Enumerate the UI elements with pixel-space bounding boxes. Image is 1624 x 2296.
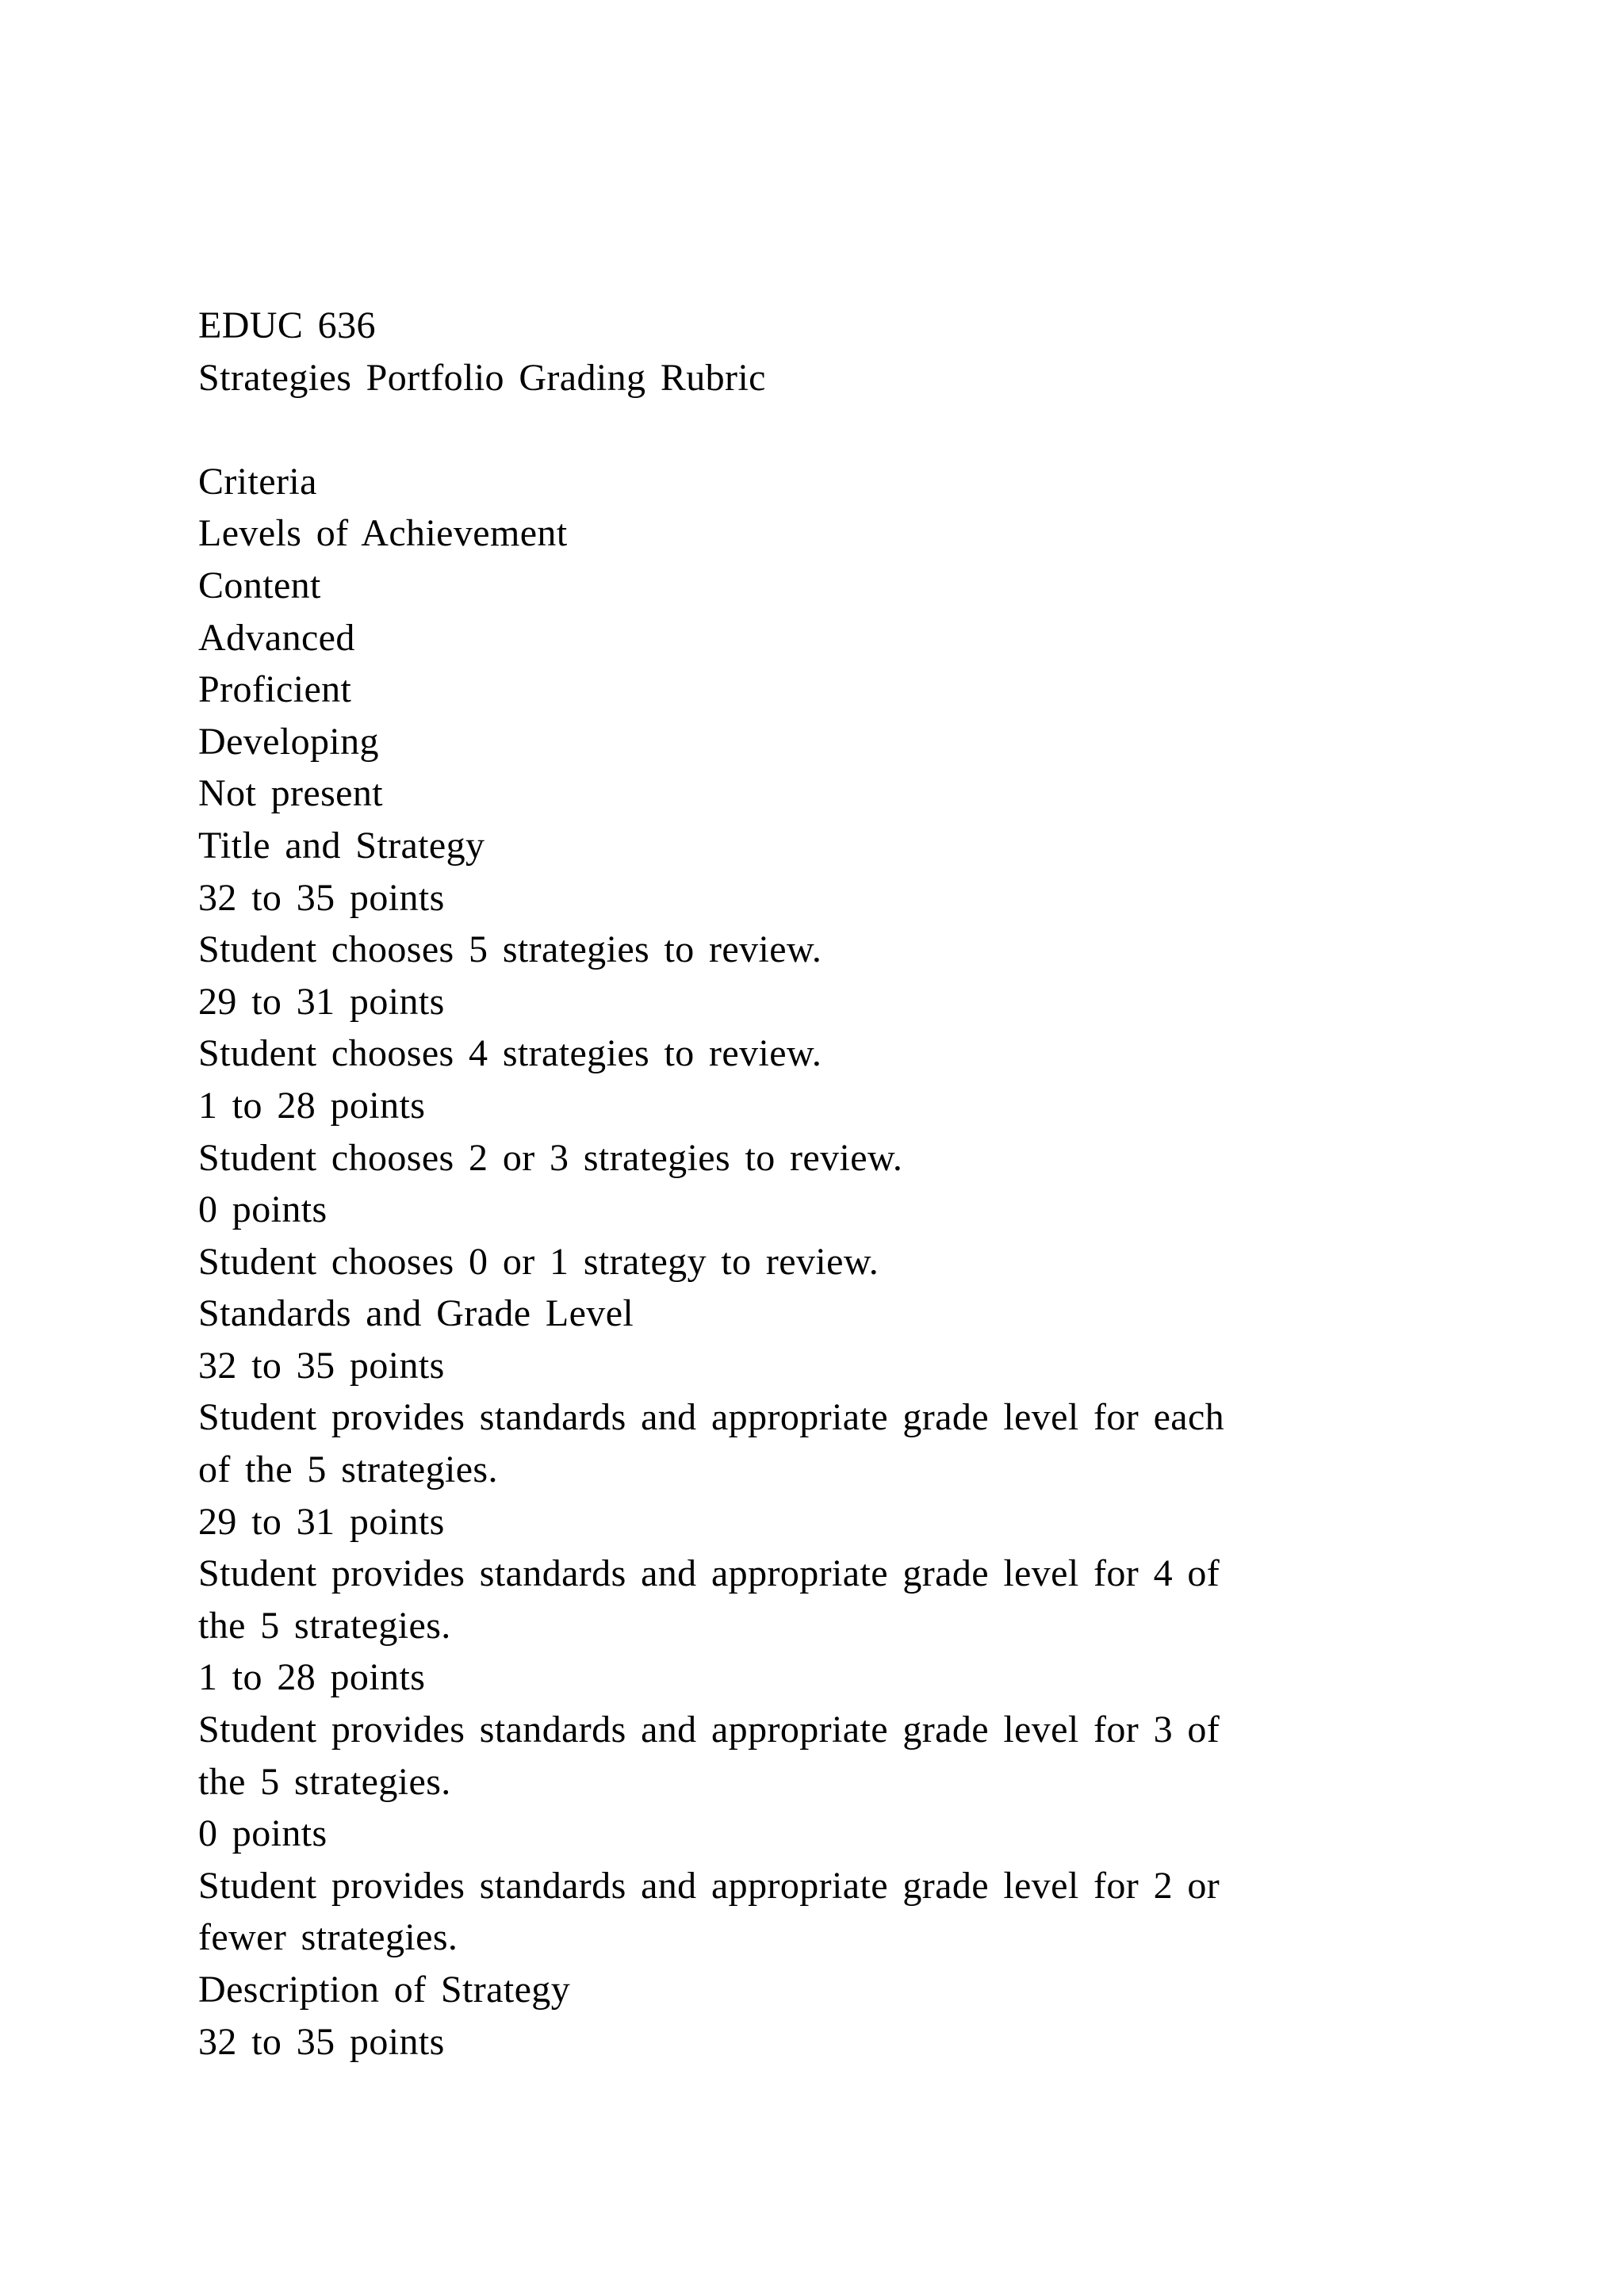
rubric-line: of the 5 strategies. xyxy=(198,1448,498,1491)
rubric-line: 0 points xyxy=(198,1188,327,1231)
rubric-line: the 5 strategies. xyxy=(198,1760,451,1803)
rubric-line: 1 to 28 points xyxy=(198,1656,426,1699)
rubric-line: Standards and Grade Level xyxy=(198,1292,634,1335)
rubric-line: Proficient xyxy=(198,668,352,711)
rubric-line: fewer strategies. xyxy=(198,1916,458,1959)
rubric-line: Description of Strategy xyxy=(198,1969,571,2011)
rubric-line: Student provides standards and appropriate grade level for 2 or xyxy=(198,1864,1220,1907)
rubric-line: Student chooses 0 or 1 strategy to review. xyxy=(198,1240,879,1283)
rubric-line: Criteria xyxy=(198,460,317,503)
rubric-line: Not present xyxy=(198,772,384,815)
document-title: Strategies Portfolio Grading Rubric xyxy=(198,356,766,399)
rubric-line: Title and Strategy xyxy=(198,824,485,867)
rubric-line: 32 to 35 points xyxy=(198,1344,445,1387)
rubric-line: Student provides standards and appropriate grade level for each xyxy=(198,1396,1225,1439)
rubric-line: 0 points xyxy=(198,1812,327,1855)
document-body xyxy=(198,300,1419,2068)
rubric-line: 29 to 31 points xyxy=(198,1500,445,1543)
course-code: EDUC 636 xyxy=(198,304,376,346)
rubric-line: Advanced xyxy=(198,616,355,659)
rubric-line: Student chooses 4 strategies to review. xyxy=(198,1032,822,1075)
rubric-line: 32 to 35 points xyxy=(198,2020,445,2063)
rubric-line: Student provides standards and appropriate grade level for 4 of xyxy=(198,1552,1220,1595)
rubric-line: 32 to 35 points xyxy=(198,876,445,919)
rubric-line: Student provides standards and appropriate grade level for 3 of xyxy=(198,1709,1220,1751)
rubric-line: 29 to 31 points xyxy=(198,980,445,1023)
rubric-line: Student chooses 2 or 3 strategies to review. xyxy=(198,1136,903,1179)
rubric-line: Student chooses 5 strategies to review. xyxy=(198,928,822,971)
blank-line xyxy=(198,404,1419,456)
rubric-line: Content xyxy=(198,564,321,607)
rubric-line: Levels of Achievement xyxy=(198,512,568,555)
rubric-line: the 5 strategies. xyxy=(198,1604,451,1647)
rubric-line: 1 to 28 points xyxy=(198,1084,426,1127)
rubric-line: Developing xyxy=(198,720,379,763)
